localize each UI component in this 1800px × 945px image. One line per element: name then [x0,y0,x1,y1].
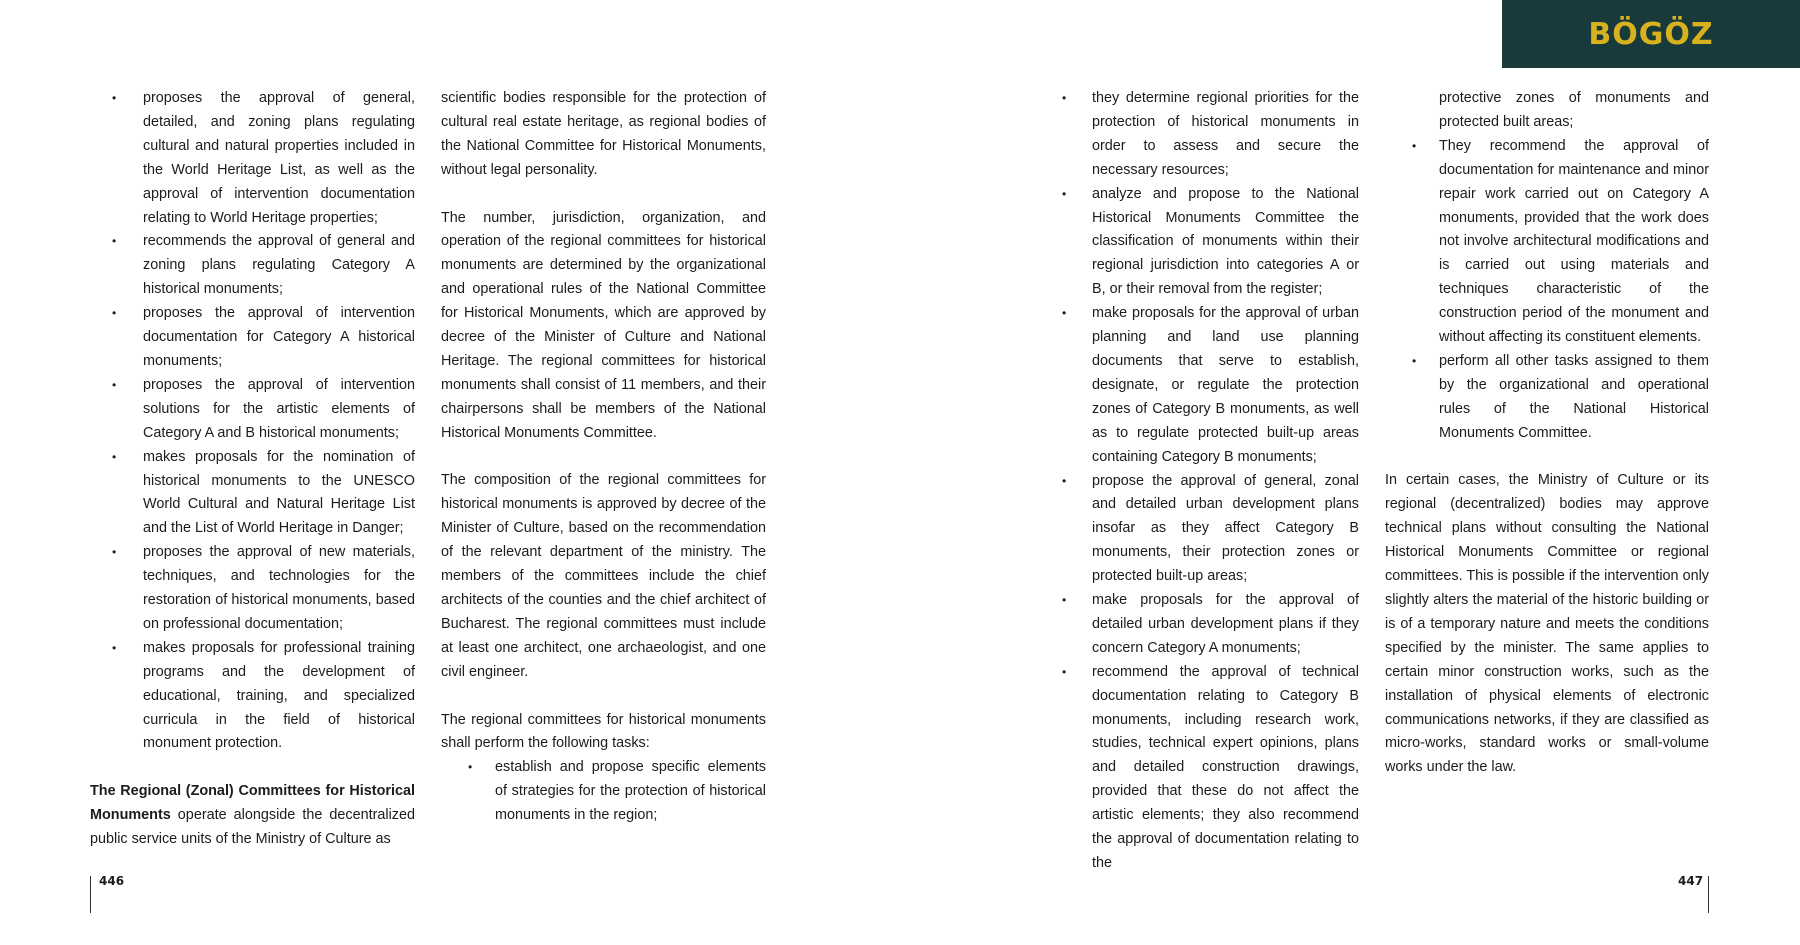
brand-logo-text: BÖGÖZ [1588,16,1714,52]
continued-list-text: protective zones of monuments and protected built areas; [1439,90,1709,130]
brand-tab [1502,0,1800,68]
list-item: • proposes the approval of intervention documentation for Category A historical monuments; [90,302,415,374]
bullet-list [1062,87,1359,876]
bullet-list [90,87,415,756]
paragraph: scientific bodies responsible for the protection of cultural real estate heritage, as regional bodies of the National Committee for Historical Monuments, without legal personality. [441,90,766,178]
list-item: • makes proposals for professional training programs and the development of educational, training, and specialized curricula in the field of historical monument protection. [90,637,415,757]
right-page-column-1 [1062,87,1359,876]
list-item: • recommend the approval of technical documentation relating to Category B monuments, including research work, studies, technical expert opinions, plans and detailed construction drawings, provided that these do not affect the artistic elements; they also recommend the approval of documentation relating to the [1062,661,1359,876]
left-page-column-2 [441,87,766,828]
paragraph: In certain cases, the Ministry of Culture or its regional (decentralized) bodies may approve technical plans without consulting the National Historical Monuments Committee or regional committees. This is possible if the intervention only slightly alters the material of the historic building or is of a temporary nature and meets the conditions specified by the minister. The same applies to certain minor construction works, such as the installation of physical elements of electronic communications networks, if they are classified as micro-works, standard works or small-volume works under the law. [1385,472,1709,776]
list-item: • they determine regional priorities for the protection of historical monuments in order to assess and secure the necessary resources; [1062,87,1359,183]
list-item: • proposes the approval of intervention solutions for the artistic elements of Category A and B historical monuments; [90,374,415,446]
page-number-right: 447 [1678,874,1704,888]
left-footer-rule [90,876,91,913]
paragraph-text: operate alongside the decentralized public service units of the Ministry of Culture as [90,807,415,848]
list-item: • analyze and propose to the National Historical Monuments Committee the classification of monuments within their regional jurisdiction into categories A or B, or their removal from the register; [1062,183,1359,303]
paragraph: The regional committees for historical monuments shall perform the following tasks: [441,711,766,752]
list-item: • They recommend the approval of documentation for maintenance and minor repair work carried out on Category A monuments, provided that the work does not involve architectural modifications and is carried out using materials and techniques characteristic of the construction period of the monument and without affecting its constituent elements. [1385,135,1709,350]
list-item: • establish and propose specific elements of strategies for the protection of historical monuments in the region; [441,756,766,828]
list-item: • recommends the approval of general and zoning plans regulating Category A historical monuments; [90,230,415,302]
bullet-list [441,756,766,828]
page-number-left: 446 [99,874,125,888]
bullet-list [1385,135,1709,446]
list-item: • propose the approval of general, zonal and detailed urban development plans insofar as they affect Category B monuments, their protection zones or protected built-up areas; [1062,470,1359,590]
list-item: • makes proposals for the nomination of historical monuments to the UNESCO World Cultural and Natural Heritage List and the List of World Heritage in Danger; [90,446,415,542]
paragraph: The number, jurisdiction, organization, and operation of the regional committees for historical monuments are determined by the organizational and operational rules of the National Committee for Historical Monuments, which are approved by decree of the Minister of Culture and National Heritage. The regional committees for historical monuments shall consist of 11 members, and their chairpersons shall be members of the National Historical Monuments Committee. [441,209,766,441]
list-item: • perform all other tasks assigned to them by the organizational and operational rules of the National Historical Monuments Committee. [1385,350,1709,446]
left-page-column-1 [90,87,415,852]
list-item: • proposes the approval of new materials, techniques, and technologies for the restoration of historical monuments, based on professional documentation; [90,541,415,637]
right-footer-rule [1708,876,1709,913]
regional-committees-paragraph [90,780,415,852]
right-page-column-2 [1385,87,1709,780]
section-heading: The Regional (Zonal) Committees for Historical Monuments [90,783,415,824]
list-item: • proposes the approval of general, detailed, and zoning plans regulating cultural and natural properties included in the World Heritage List, as well as the approval of intervention documentation relating to World Heritage properties; [90,87,415,230]
list-item: • make proposals for the approval of urban planning and land use planning documents that serve to establish, designate, or regulate the protection zones of Category B monuments, as well as to regulate protected built-up areas containing Category B monuments; [1062,302,1359,469]
list-item: • make proposals for the approval of detailed urban development plans if they concern Category A monuments; [1062,589,1359,661]
paragraph: The composition of the regional committees for historical monuments is approved by decree of the Minister of Culture, based on the recommendation of the relevant department of the ministry. The members of the committees include the chief architects of the counties and the chief architect of Bucharest. The regional committees must include at least one architect, one archaeologist, and one civil engineer. [441,472,766,680]
